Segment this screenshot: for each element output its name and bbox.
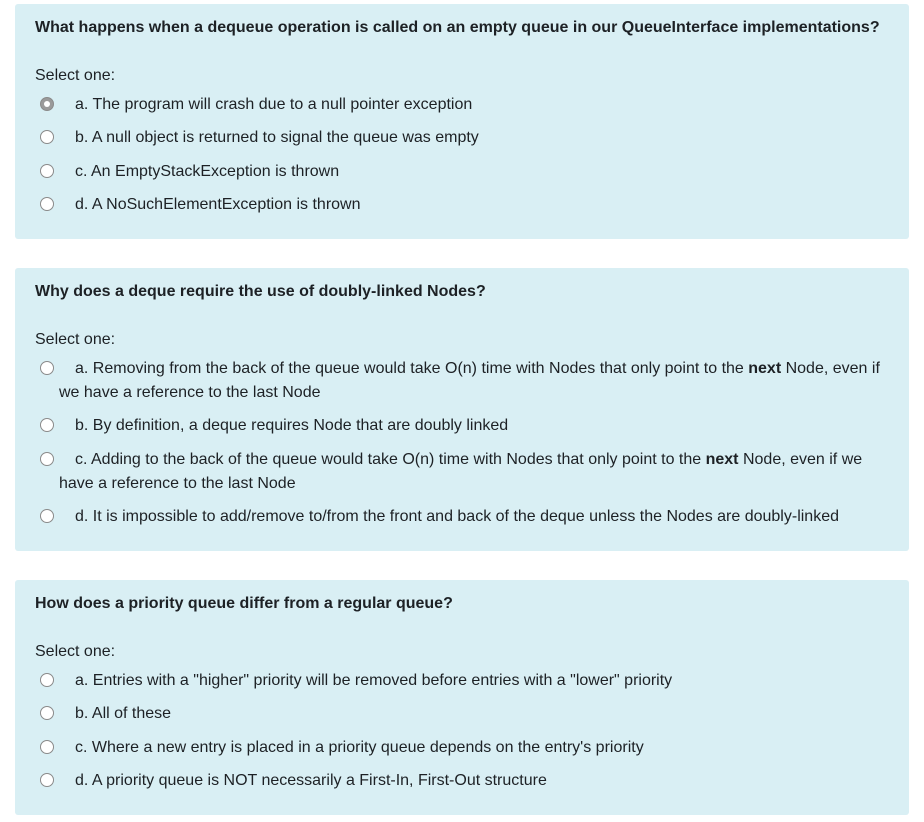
answer-option-d[interactable] — [40, 505, 890, 529]
option-label: d. A NoSuchElementException is thrown — [75, 196, 361, 213]
radio-button[interactable] — [40, 130, 54, 144]
answer-option-a[interactable] — [40, 357, 890, 405]
radio-button[interactable] — [40, 706, 54, 720]
option-label: a. Removing from the back of the queue would take O(n) time with Nodes that only point to the next Node, even if we have a reference to the last Node — [59, 360, 880, 401]
option-label: d. It is impossible to add/remove to/from the front and back of the deque unless the Nodes are doubly-linked — [75, 508, 839, 525]
option-label: b. All of these — [75, 705, 172, 722]
radio-button[interactable] — [40, 773, 54, 787]
question-card-1 — [15, 4, 909, 239]
question-text: How does a priority queue differ from a regular queue? — [35, 595, 453, 612]
radio-button[interactable] — [40, 740, 54, 754]
answer-option-a[interactable] — [40, 669, 890, 693]
select-one-prompt: Select one: — [35, 67, 116, 84]
question-card-2 — [15, 268, 909, 551]
option-bold-text: next — [748, 360, 782, 377]
select-one-prompt: Select one: — [35, 643, 116, 660]
radio-button[interactable] — [40, 197, 54, 211]
option-label: c. Where a new entry is placed in a priority queue depends on the entry's priority — [75, 739, 644, 756]
answer-option-d[interactable] — [40, 193, 890, 217]
option-label: a. Entries with a "higher" priority will be removed before entries with a "lower" priority — [75, 672, 673, 689]
answer-option-a[interactable] — [40, 93, 890, 117]
option-label: a. The program will crash due to a null pointer exception — [75, 96, 473, 113]
option-label: b. By definition, a deque requires Node that are doubly linked — [75, 417, 509, 434]
radio-button[interactable] — [40, 452, 54, 466]
answer-option-b[interactable] — [40, 414, 890, 438]
radio-button[interactable] — [40, 673, 54, 687]
answer-option-c[interactable] — [40, 736, 890, 760]
option-bold-text: next — [705, 451, 739, 468]
radio-button[interactable] — [40, 361, 54, 375]
question-card-3 — [15, 580, 909, 815]
question-text: What happens when a dequeue operation is called on an empty queue in our QueueInterface implementations? — [35, 19, 880, 36]
radio-button[interactable] — [40, 164, 54, 178]
option-label: b. A null object is returned to signal the queue was empty — [75, 129, 479, 146]
option-label: d. A priority queue is NOT necessarily a First-In, First-Out structure — [75, 772, 547, 789]
answer-option-c[interactable] — [40, 448, 890, 496]
select-one-prompt: Select one: — [35, 331, 116, 348]
option-label: c. An EmptyStackException is thrown — [75, 163, 340, 180]
option-label: c. Adding to the back of the queue would take O(n) time with Nodes that only point to the next Node, even if we have a reference to the last Node — [59, 451, 863, 492]
radio-button-selected[interactable] — [40, 97, 54, 111]
answer-option-b[interactable] — [40, 126, 890, 150]
answer-option-c[interactable] — [40, 160, 890, 184]
radio-button[interactable] — [40, 509, 54, 523]
answer-option-d[interactable] — [40, 769, 890, 793]
radio-button[interactable] — [40, 418, 54, 432]
question-text: Why does a deque require the use of doubly-linked Nodes? — [35, 283, 486, 300]
answer-option-b[interactable] — [40, 702, 890, 726]
